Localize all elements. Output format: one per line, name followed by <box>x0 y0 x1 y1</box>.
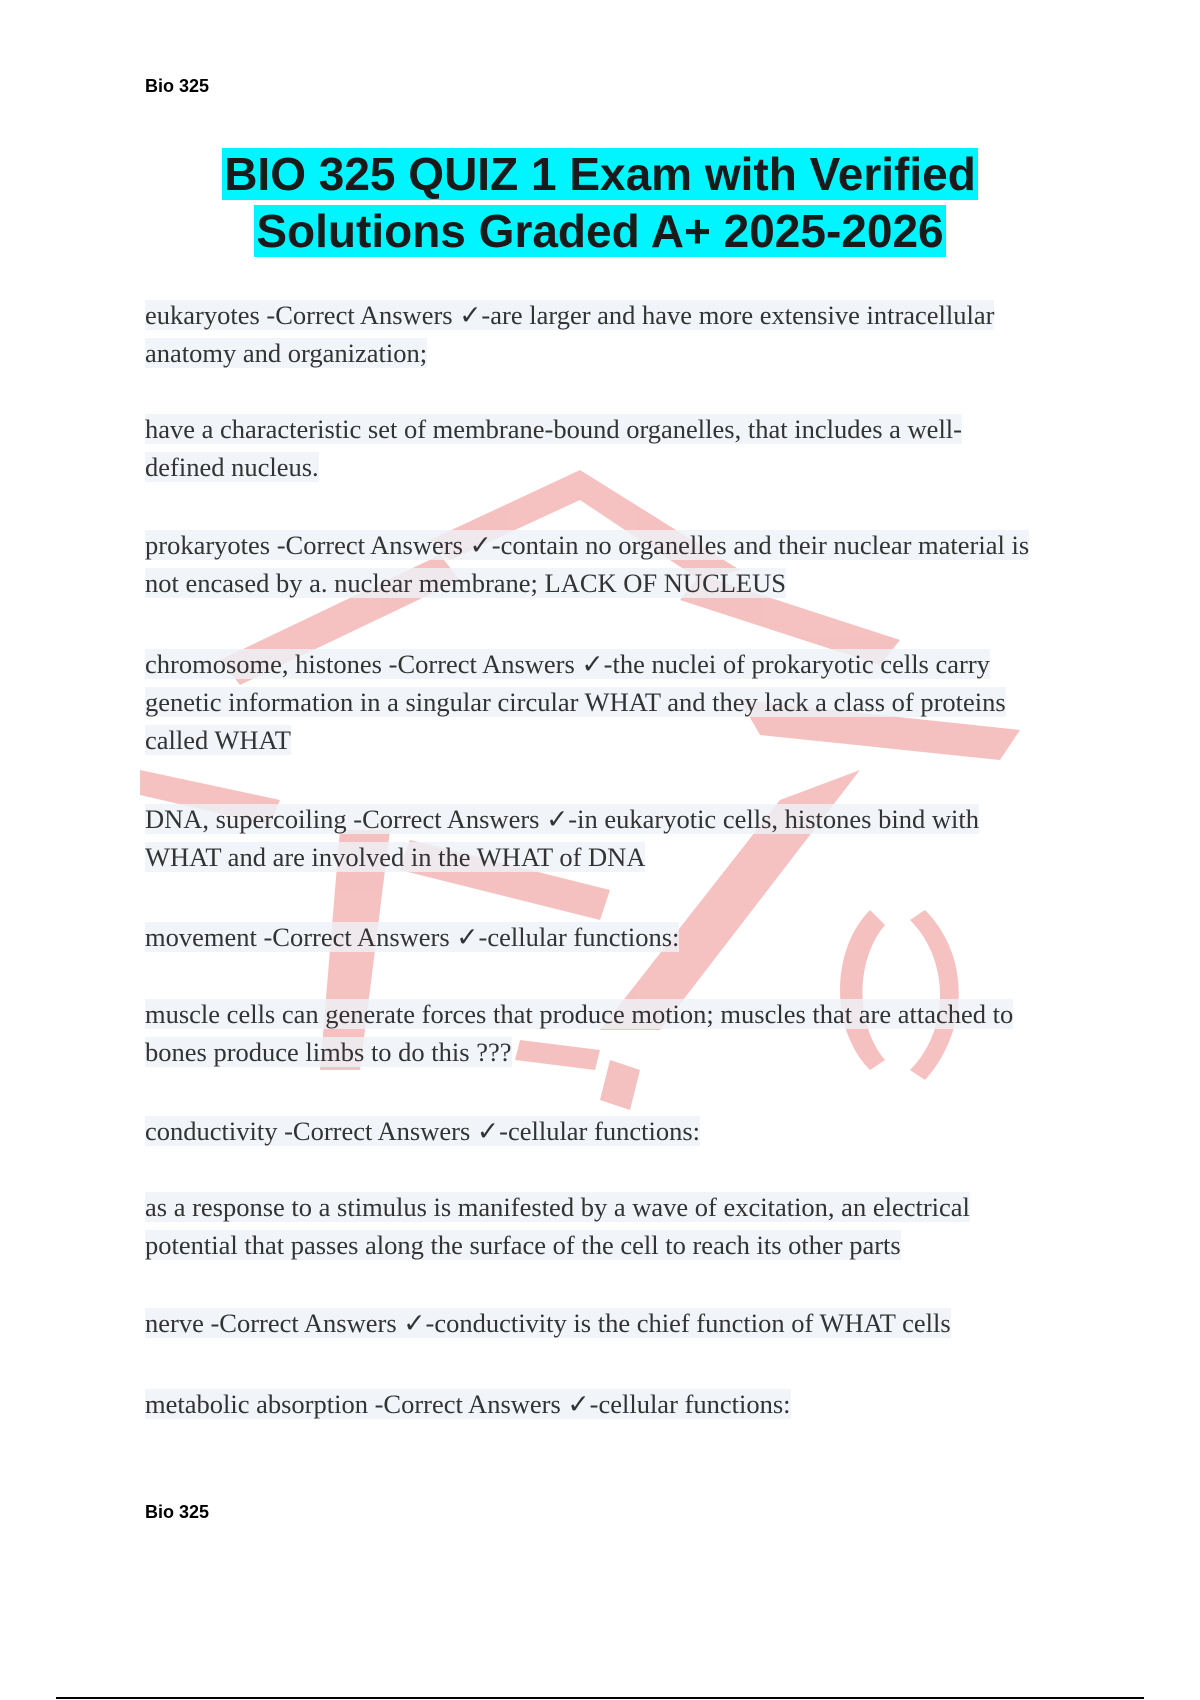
footer-label: Bio 325 <box>145 1502 210 1522</box>
qa-line: movement -Correct Answers ✓-cellular functions: <box>145 922 680 952</box>
page-title <box>0 146 1200 260</box>
title-line-2: Solutions Graded A+ 2025-2026 <box>256 205 944 257</box>
qa-line: DNA, supercoiling -Correct Answers ✓-in eukaryotic cells, histones bind with <box>145 804 979 834</box>
qa-entry-prokaryotes <box>145 526 1029 602</box>
qa-line: eukaryotes -Correct Answers ✓-are larger and have more extensive intracellular <box>145 300 995 330</box>
qa-line: prokaryotes -Correct Answers ✓-contain no organelles and their nuclear material is <box>145 530 1030 560</box>
qa-entry-metabolic-absorption <box>145 1385 791 1423</box>
qa-line: muscle cells can generate forces that produce motion; muscles that are attached to <box>145 999 1014 1029</box>
qa-line: potential that passes along the surface of the cell to reach its other parts <box>145 1230 901 1260</box>
qa-entry-membrane-organelles <box>145 410 962 486</box>
qa-entry-nerve <box>145 1304 951 1342</box>
qa-entry-eukaryotes <box>145 296 994 372</box>
qa-entry-conductivity <box>145 1112 700 1150</box>
qa-line: defined nucleus. <box>145 452 319 482</box>
qa-line: called WHAT <box>145 725 291 755</box>
qa-line: have a characteristic set of membrane-bound organelles, that includes a well- <box>145 414 962 444</box>
title-line-1: BIO 325 QUIZ 1 Exam with Verified <box>224 148 976 200</box>
qa-entry-stimulus-response <box>145 1188 970 1264</box>
qa-line: metabolic absorption -Correct Answers ✓-cellular functions: <box>145 1389 791 1419</box>
qa-line: bones produce limbs to do this ??? <box>145 1037 512 1067</box>
qa-line: anatomy and organization; <box>145 338 428 368</box>
qa-line: WHAT and are involved in the WHAT of DNA <box>145 842 646 872</box>
qa-entry-movement <box>145 918 679 956</box>
qa-line: conductivity -Correct Answers ✓-cellular functions: <box>145 1116 700 1146</box>
qa-line: not encased by a. nuclear membrane; LACK OF NUCLEUS <box>145 568 786 598</box>
qa-line: chromosome, histones -Correct Answers ✓-the nuclei of prokaryotic cells carry <box>145 649 990 679</box>
qa-line: nerve -Correct Answers ✓-conductivity is the chief function of WHAT cells <box>145 1308 951 1338</box>
qa-entry-muscle-cells <box>145 995 1013 1071</box>
bottom-divider <box>56 1697 1144 1699</box>
qa-line: genetic information in a singular circular WHAT and they lack a class of proteins <box>145 687 1006 717</box>
qa-entry-chromosome-histones <box>145 645 1006 759</box>
qa-line: as a response to a stimulus is manifested by a wave of excitation, an electrical <box>145 1192 970 1222</box>
qa-entry-dna-supercoiling <box>145 800 979 876</box>
header-label: Bio 325 <box>145 76 210 96</box>
